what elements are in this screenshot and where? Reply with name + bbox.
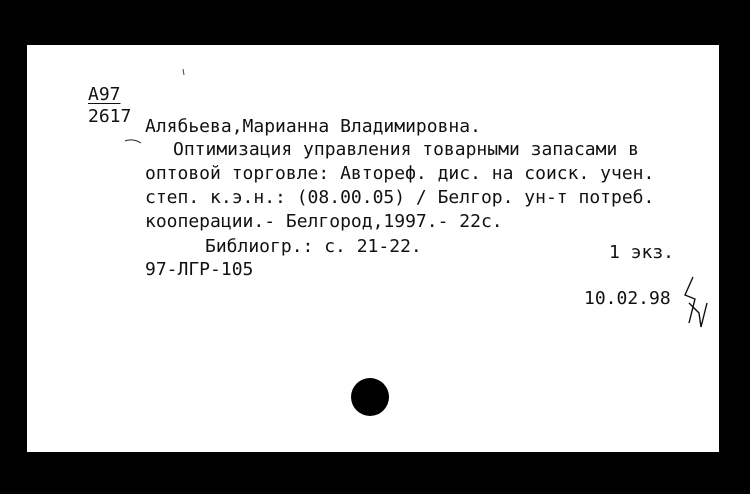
title-line-2: оптовой торговле: Автореф. дис. на соиск. учен. [145,163,655,184]
copies-count: 1 экз. [609,242,675,263]
punch-hole [351,378,389,416]
catalog-card [27,45,719,452]
handwritten-signature [671,273,711,333]
accession-number: 97-ЛГР-105 [145,259,254,280]
title-line-3: степ. к.э.н.: (08.00.05) / Белгор. ун-т потреб. [145,187,655,208]
author-mark: 2617 [88,106,132,127]
author-name: Алябьева,Марианна Владимировна. [145,116,481,137]
title-line-4: кооперации.- Белгород,1997.- 22с. [145,211,503,232]
bibliography-note: Библиогр.: с. 21-22. [205,236,422,257]
pen-mark [123,137,145,145]
title-line-1: Оптимизация управления товарными запасами в [173,139,639,160]
entry-date: 10.02.98 [584,288,671,309]
shelf-mark: А97 [88,84,121,105]
speck-mark [179,67,189,81]
